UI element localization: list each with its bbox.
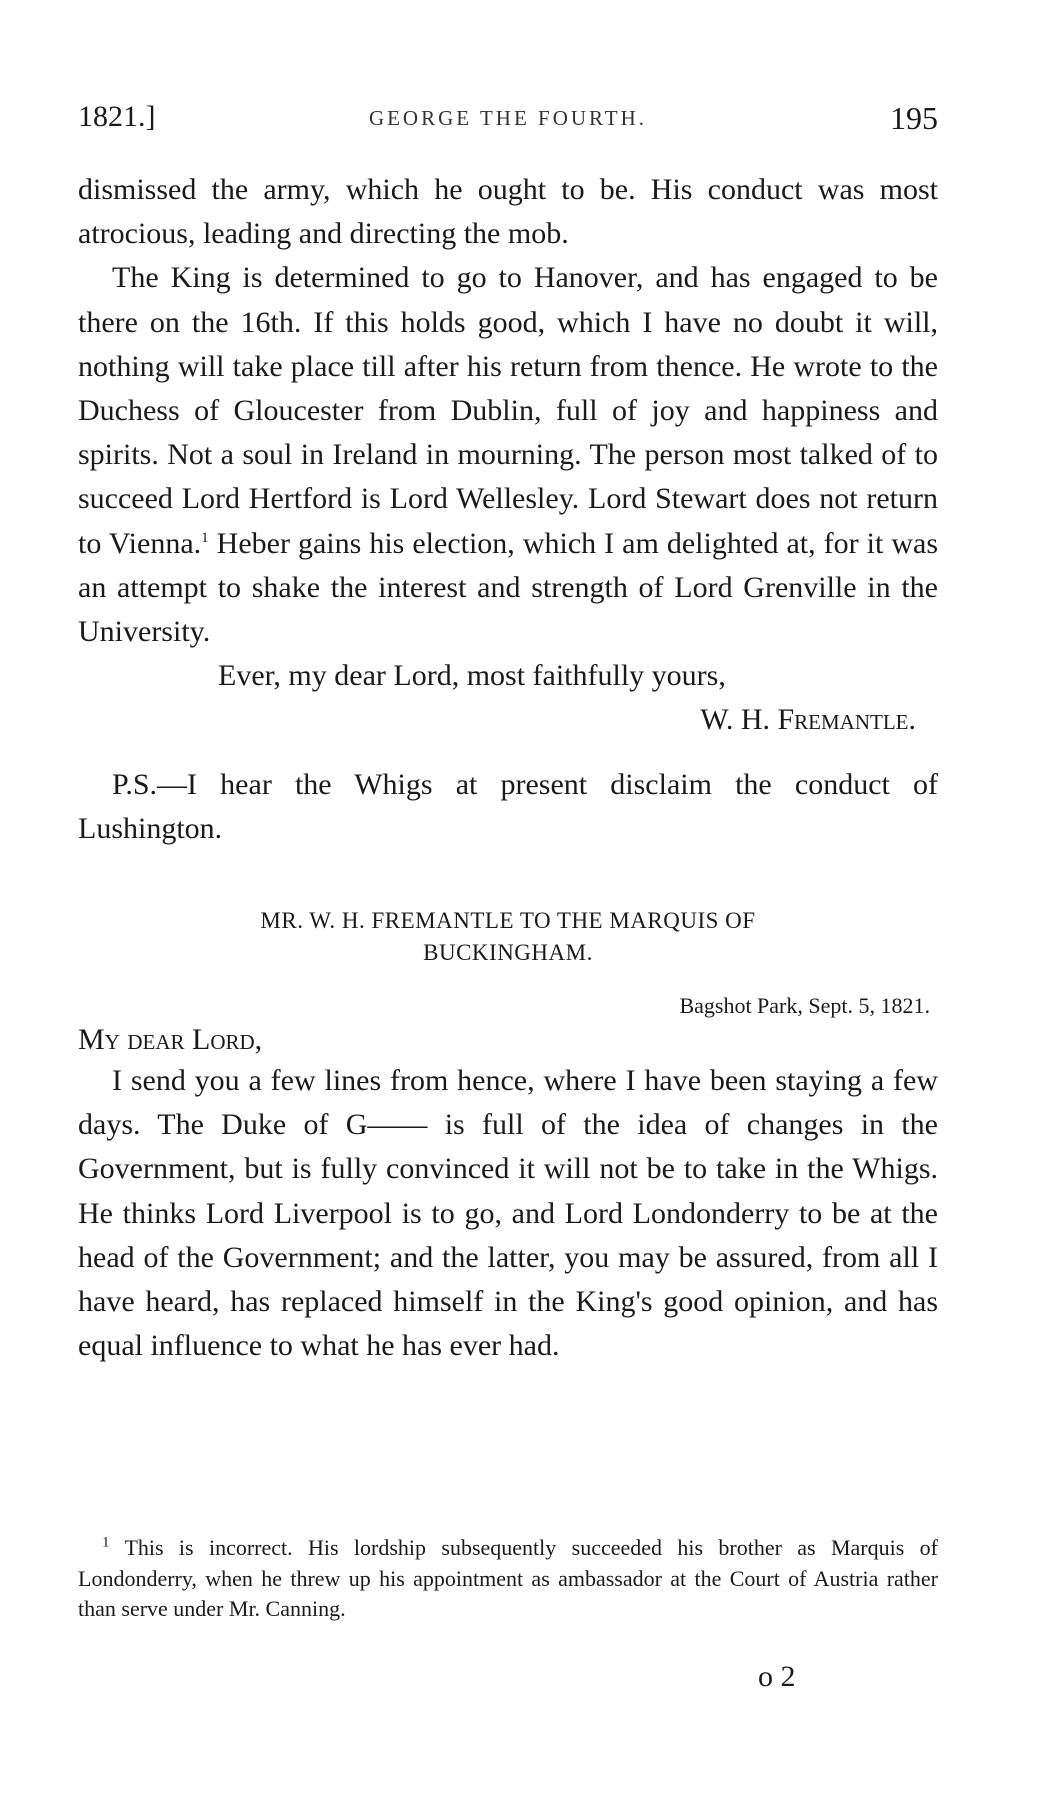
paragraph-king-hanover <box>78 256 938 654</box>
printer-signature-mark: o 2 <box>758 1660 796 1693</box>
running-header <box>78 100 938 140</box>
letter-heading-line1: MR. W. H. FREMANTLE TO THE MARQUIS OF <box>260 908 756 934</box>
letter-signature: W. H. Fremantle. <box>700 703 916 737</box>
header-year: 1821.] <box>78 100 156 133</box>
footnote <box>78 1533 938 1625</box>
letter-closing: Ever, my dear Lord, most faithfully yours, <box>218 659 726 693</box>
book-page <box>78 0 938 1801</box>
letter-salutation: My dear Lord, <box>78 1023 263 1057</box>
letter-dateline: Bagshot Park, Sept. 5, 1821. <box>679 993 930 1019</box>
header-title: GEORGE THE FOURTH. <box>368 106 648 130</box>
page-number: 195 <box>890 100 938 136</box>
main-text <box>78 168 938 1368</box>
footnote-text: This is incorrect. His lordship subsequently succeeded his brother as Marquis of Londonderry, when he threw up his appointment as ambassador at the Court of Austria rather than serve under Mr. Canning. <box>78 1535 938 1621</box>
paragraph-text-b: Heber gains his election, which I am delighted at, for it was an attempt to shake the interest and strength of Lord Grenville in the University. <box>78 526 939 649</box>
letter-heading-line2: BUCKINGHAM. <box>423 940 593 966</box>
paragraph-text-a: The King is determined to go to Hanover, and has engaged to be there on the 16th. If this holds good, which I have no doubt it will, nothing will take place till after his return from thence. He wrote to the Duchess of Gloucester from Dublin, full of joy and happiness and spirits. Not a soul in Ireland in mourning. The person most talked of to succeed Lord Hertford is Lord Wellesley. Lord Stewart does not return to Vienna. <box>78 261 938 560</box>
postscript: P.S.—I hear the Whigs at present disclaim the conduct of Lushington. <box>78 767 938 845</box>
footnote-ref: 1 <box>201 529 209 546</box>
letter-paragraph: I send you a few lines from hence, where I have been staying a few days. The Duke of G—— is full of the idea of changes in the Government, but is fully convinced it will not be to take in the Whigs. He thinks Lord Liverpool is to go, and Lord Londonderry to be at the head of the Government; and the latter, you may be assured, from all I have heard, has replaced himself in the King's good opinion, and has equal influence to what he has ever had. <box>78 1064 938 1363</box>
footnote-paragraph <box>78 1533 938 1625</box>
footnote-marker: 1 <box>102 1534 110 1551</box>
letter-heading <box>78 905 938 969</box>
paragraph-continued: dismissed the army, which he ought to be. His conduct was most atrocious, leading and directing the mob. <box>78 173 938 251</box>
